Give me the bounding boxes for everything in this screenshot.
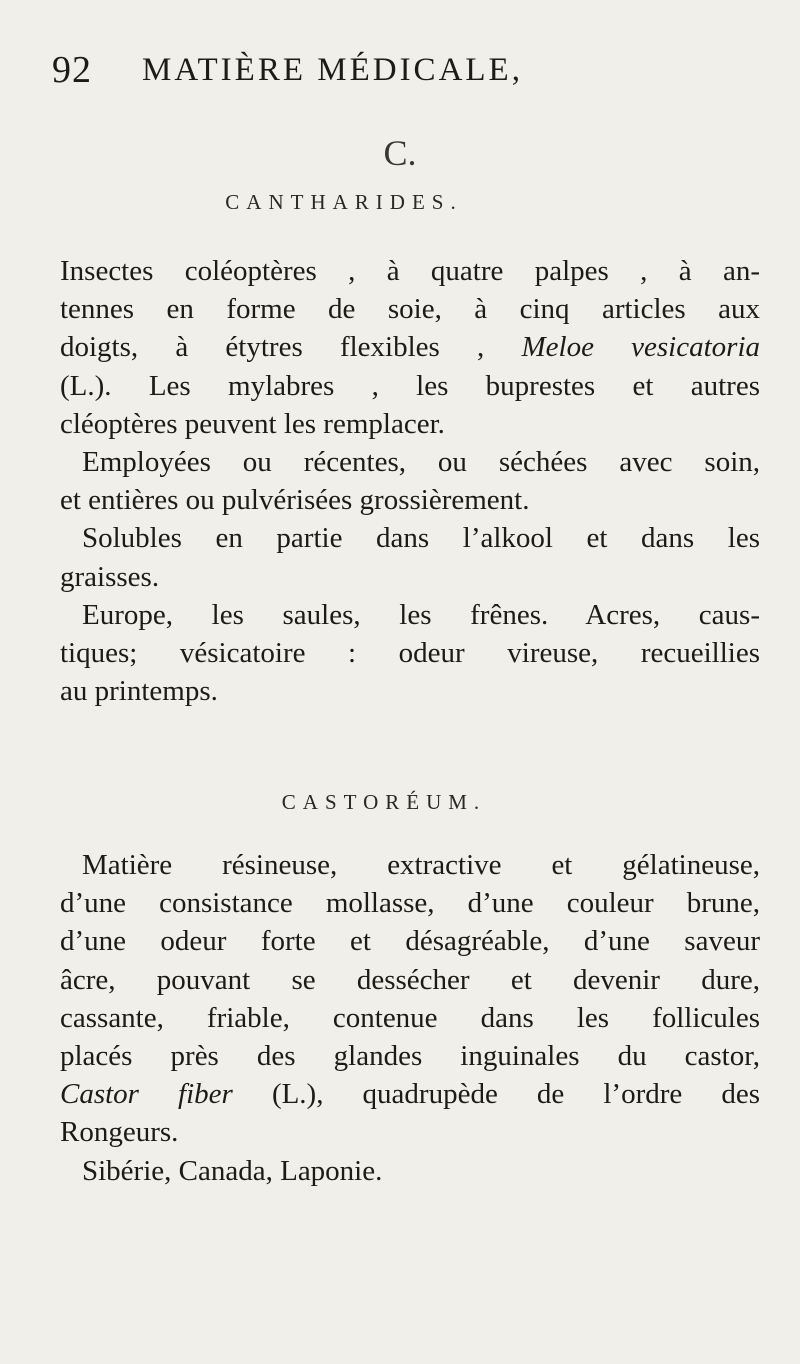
text-line (60, 328, 760, 366)
text-run: doigts, à étytres flexibles , (60, 331, 485, 364)
text-line: d’une consistance mollasse, d’une couleur brune, (60, 887, 760, 920)
text-line: graisses. (60, 560, 160, 593)
text-line: âcre, pouvant se dessécher et devenir dure, (60, 963, 760, 996)
text-line: d’une odeur forte et désagréable, d’une saveur (60, 925, 760, 958)
entry-body-castoreum (60, 846, 760, 1190)
entry-body-cantharides (60, 252, 760, 710)
text-line: (L.). Les mylabres , les buprestes et autres (60, 369, 760, 402)
text-line: Matière résineuse, extractive et gélatineuse, (82, 849, 760, 881)
text-line: Europe, les saules, les frênes. Acres, caus- (82, 598, 760, 631)
running-title: MATIÈRE MÉDICALE, (142, 52, 523, 88)
text-line: Solubles en partie dans l’alkool et dans les (82, 522, 760, 555)
latin-name: Castor fiber (60, 1078, 233, 1111)
text-line: tennes en forme de soie, à cinq articles aux (60, 293, 760, 326)
text-line: cléoptères peuvent les remplacer. (60, 407, 445, 440)
text-line: Employées ou récentes, ou séchées avec soin, (82, 446, 760, 479)
text-line: tiques; vésicatoire : odeur vireuse, recueillies (60, 637, 760, 670)
entry-heading-cantharides: CANTHARIDES. (225, 190, 463, 214)
page-number: 92 (52, 49, 92, 91)
text-line: au printemps. (60, 675, 218, 708)
section-letter: C. (383, 133, 417, 173)
text-line (60, 1075, 760, 1113)
text-run: (L.), quadrupède de l’ordre des (271, 1078, 761, 1111)
text-line: et entières ou pulvérisées grossièrement. (60, 484, 530, 517)
entry-heading-castoreum: CASTORÉUM. (281, 790, 487, 814)
text-line: placés près des glandes inguinales du castor, (60, 1040, 760, 1073)
text-line: Rongeurs. (60, 1116, 179, 1149)
text-line: Sibérie, Canada, Laponie. (82, 1154, 383, 1187)
text-line: Insectes coléoptères , à quatre palpes , à an- (60, 255, 760, 287)
latin-name: Meloe vesicatoria (521, 331, 761, 364)
text-line: cassante, friable, contenue dans les follicules (60, 1001, 760, 1034)
running-head (52, 46, 740, 96)
